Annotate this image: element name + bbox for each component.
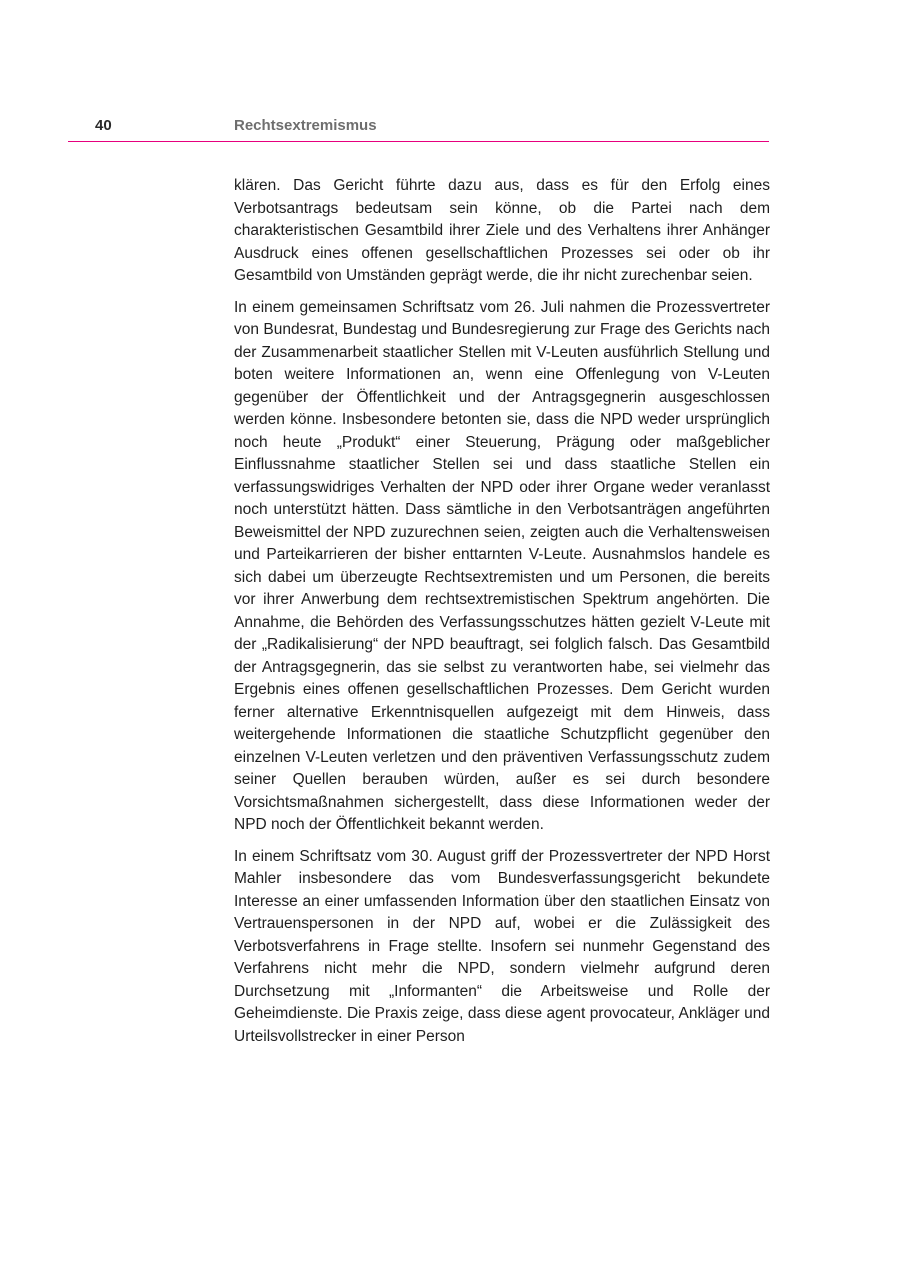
paragraph-2: In einem gemeinsamen Schriftsatz vom 26. Juli nahmen die Prozessvertreter von Bundesrat, Bundestag und Bundesregierung zur Frage des Gerichts nach der Zusammenarbeit staatlicher Stellen mit V-Leuten ausführlich Stellung und boten weitere Informationen an, wenn eine Offenlegung von V-Leuten gegenüber der Öffentlichkeit und der Antragsgegnerin ausgeschlossen werden könne. Insbesondere betonten sie, dass die NPD weder ursprünglich noch heute „Produkt“ einer Steuerung, Prägung oder maßgeblicher Einflussnahme staatlicher Stellen sei und dass staatliche Stellen ein verfassungswidriges Verhalten der NPD oder ihrer Organe weder veranlasst noch unterstützt hätten. Dass sämtliche in den Verbotsanträgen angeführten Beweismittel der NPD zuzurechnen seien, zeigten auch die Verhaltensweisen und Parteikarrieren der bisher enttarnten V-Leute. Ausnahmslos handele es sich dabei um überzeugte Rechtsextremisten und um Personen, die bereits vor ihrer Anwerbung dem rechtsextremistischen Spektrum angehörten. Die Annahme, die Behörden des Verfassungsschutzes hätten gezielt V-Leute mit der „Radikalisierung“ der NPD beauftragt, sei folglich falsch. Das Gesamtbild der Antragsgegnerin, das sie selbst zu verantworten habe, sei vielmehr das Ergebnis eines offenen gesellschaftlichen Prozesses. Dem Gericht wurden ferner alternative Erkenntnisquellen aufgezeigt mit dem Hinweis, dass weitergehende Informationen die staatliche Schutzpflicht gegenüber den einzelnen V-Leuten verletzen und den präventiven Verfassungsschutz zudem seiner Quellen berauben würden, außer es sei durch besondere Vorsichtsmaßnahmen sichergestellt, dass diese Informationen weder der NPD noch der Öffentlichkeit bekannt werden. [234,298,770,833]
page-header [68,117,769,141]
header-rule [68,141,769,142]
paragraph-3: In einem Schriftsatz vom 30. August griff der Prozessvertreter der NPD Horst Mahler insbesondere das vom Bundesverfassungsgericht bekundete Interesse an einer umfassenden Information über den staatlichen Einsatz von Vertrauenspersonen in der NPD auf, wobei er die Zulässigkeit des Verbotsverfahrens in Frage stellte. Insofern sei nunmehr Gegenstand des Verfahrens nicht mehr die NPD, sondern vielmehr aufgrund deren Durchsetzung mit „Informanten“ die Arbeitsweise und Rolle der Geheimdienste. Die Praxis zeige, dass diese agent provocateur, Ankläger und Urteilsvollstrecker in einer Person [234,847,770,1045]
page-number: 40 [95,117,112,134]
paragraph-1: klären. Das Gericht führte dazu aus, dass es für den Erfolg eines Verbotsantrags bedeutsam sein könne, ob die Partei nach dem charakteristischen Gesamtbild ihrer Ziele und des Verhaltens ihrer Anhänger Ausdruck eines offenen gesellschaftlichen Prozesses sei oder ob ihr Gesamtbild von Umständen geprägt werde, die ihr nicht zurechenbar seien. [234,177,770,284]
running-title: Rechtsextremismus [234,117,377,134]
body-text [234,175,770,1057]
